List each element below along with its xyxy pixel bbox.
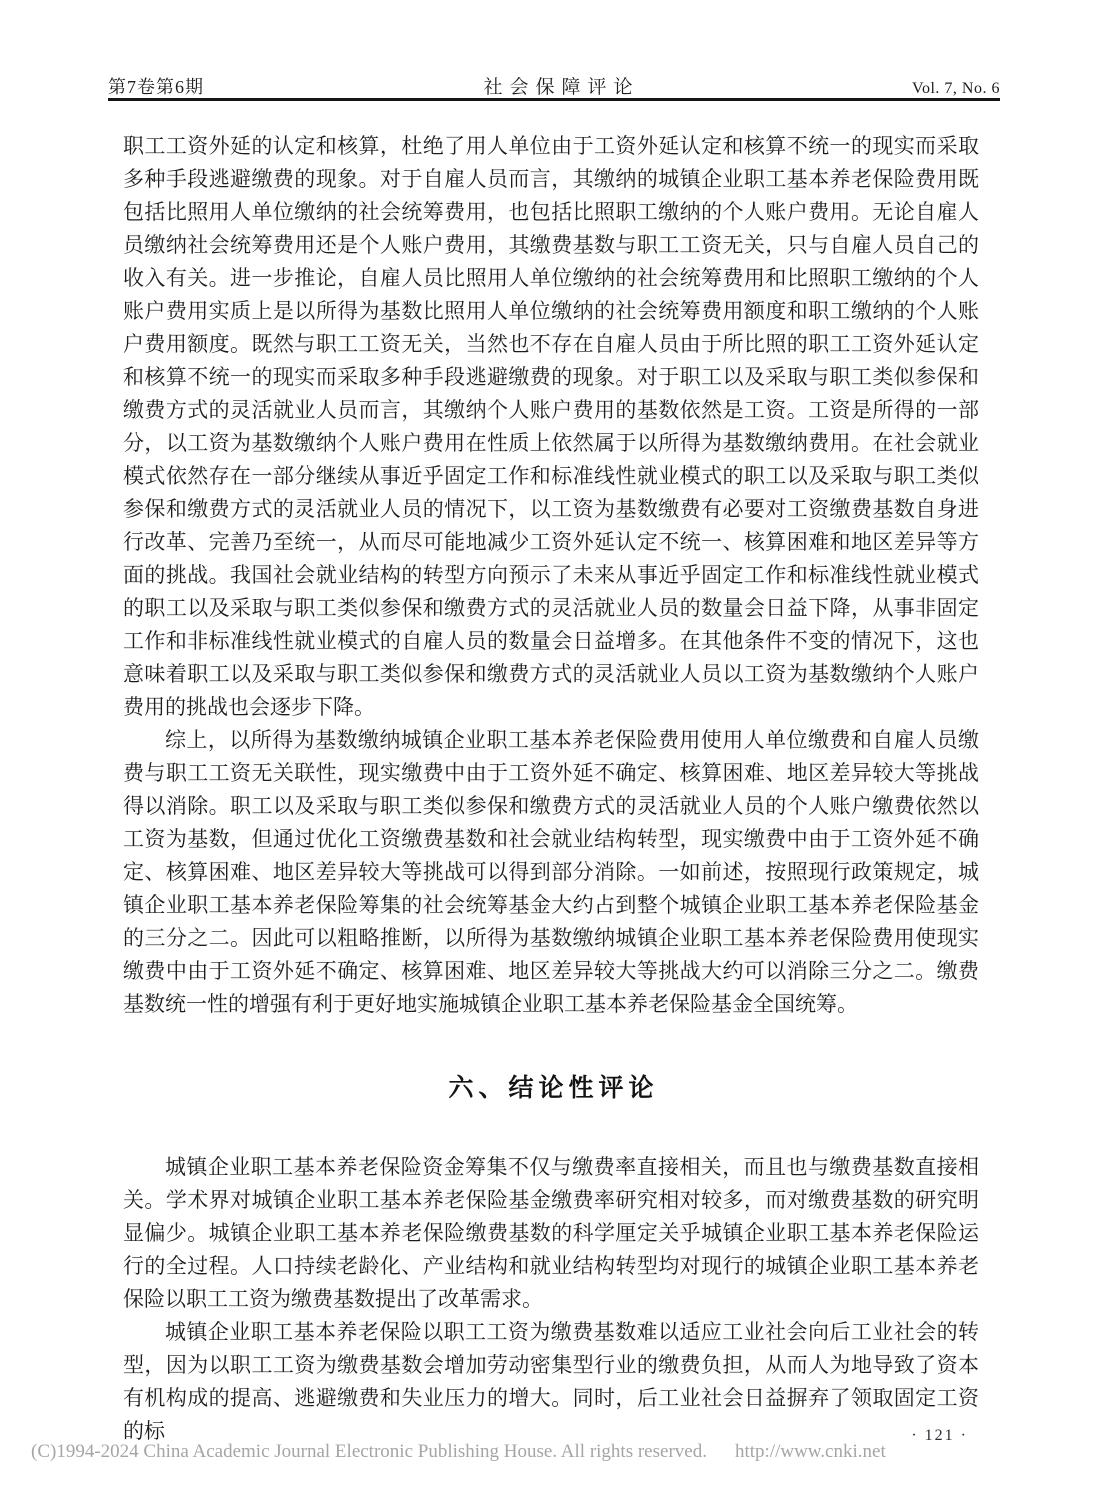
body-paragraph: 综上，以所得为基数缴纳城镇企业职工基本养老保险费用使用人单位缴费和自雇人员缴费与职工工资无关联性，现实缴费中由于工资外延不确定、核算困难、地区差异较大等挑战得以消除。职工以及采取与职工类似参保和缴费方式的灵活就业人员的个人账户缴费依然以工资为基数，但通过优化工资缴费基数和社会就业结构转型，现实缴费中由于工资外延不确定、核算困难、地区差异较大等挑战可以得到部分消除。一如前述，按照现行政策规定，城镇企业职工基本养老保险筹集的社会统筹基金大约占到整个城镇企业职工基本养老保险基金的三分之二。因此可以粗略推断，以所得为基数缴纳城镇企业职工基本养老保险费用使现实缴费中由于工资外延不确定、核算困难、地区差异较大等挑战大约可以消除三分之二。缴费基数统一性的增强有利于更好地实施城镇企业职工基本养老保险基金全国统筹。 xyxy=(123,728,979,1016)
header-volume-issue-en: Vol. 7, No. 6 xyxy=(911,80,1000,97)
header-journal-title: 社会保障评论 xyxy=(483,77,640,98)
cnki-url: http://www.cnki.net xyxy=(734,1441,886,1462)
section-heading: 六、结论性评论 xyxy=(448,1075,659,1102)
body-paragraph: 职工工资外延的认定和核算，杜绝了用人单位由于工资外延认定和核算不统一的现实而采取多种手段逃避缴费的现象。对于自雇人员而言，其缴纳的城镇企业职工基本养老保险费用既包括比照用人单位缴纳的社会统筹费用，也包括比照职工缴纳的个人账户费用。无论自雇人员缴纳社会统筹费用还是个人账户费用，其缴费基数与职工工资无关，只与自雇人员自己的收入有关。进一步推论，自雇人员比照用人单位缴纳的社会统筹费用和比照职工缴纳的个人账户费用实质上是以所得为基数比照用人单位缴纳的社会统筹费用额度和职工缴纳的个人账户费用额度。既然与职工工资无关，当然也不存在自雇人员由于所比照的职工工资外延认定和核算不统一的现实而采取多种手段逃避缴费的现象。对于职工以及采取与职工类似参保和缴费方式的灵活就业人员而言，其缴纳个人账户费用的基数依然是工资。工资是所得的一部分，以工资为基数缴纳个人账户费用在性质上依然属于以所得为基数缴纳费用。在社会就业模式依然存在一部分继续从事近乎固定工作和标准线性就业模式的职工以及采取与职工类似参保和缴费方式的灵活就业人员的情况下，以工资为基数缴费有必要对工资缴费基数自身进行改革、完善乃至统一，从而尽可能地减少工资外延认定不统一、核算困难和地区差异等方面的挑战。我国社会就业结构的转型方向预示了未来从事近乎固定工作和标准线性就业模式的职工以及采取与职工类似参保和缴费方式的灵活就业人员的数量会日益下降，从事非固定工作和非标准线性就业模式的自雇人员的数量会日益增多。在其他条件不变的情况下，这也意味着职工以及采取与职工类似参保和缴费方式的灵活就业人员以工资为基数缴纳个人账户费用的挑战也会逐步下降。 xyxy=(123,134,979,719)
page-body-text xyxy=(123,130,979,1448)
running-header xyxy=(108,72,1000,99)
body-paragraph: 城镇企业职工基本养老保险资金筹集不仅与缴费率直接相关，而且也与缴费基数直接相关。学术界对城镇企业职工基本养老保险基金缴费率研究相对较多，而对缴费基数的研究明显偏少。城镇企业职工基本养老保险缴费基数的科学厘定关乎城镇企业职工基本养老保险运行的全过程。人口持续老龄化、产业结构和就业结构转型均对现行的城镇企业职工基本养老保险以职工工资为缴费基数提出了改革需求。 xyxy=(123,1155,979,1311)
page-number: · 121 · xyxy=(911,1427,968,1444)
copyright-notice: (C)1994-2024 China Academic Journal Electronic Publishing House. All rights reserved. xyxy=(31,1441,707,1462)
header-rule xyxy=(108,98,1000,101)
body-paragraph: 城镇企业职工基本养老保险以职工工资为缴费基数难以适应工业社会向后工业社会的转型，因为以职工工资为缴费基数会增加劳动密集型行业的缴费负担，从而人为地导致了资本有机构成的提高、逃避缴费和失业压力的增大。同时，后工业社会日益摒弃了领取固定工资的标 xyxy=(123,1320,979,1443)
header-volume-issue-cn: 第7卷第6期 xyxy=(108,77,204,97)
footer-copyright-line xyxy=(31,1441,1071,1463)
